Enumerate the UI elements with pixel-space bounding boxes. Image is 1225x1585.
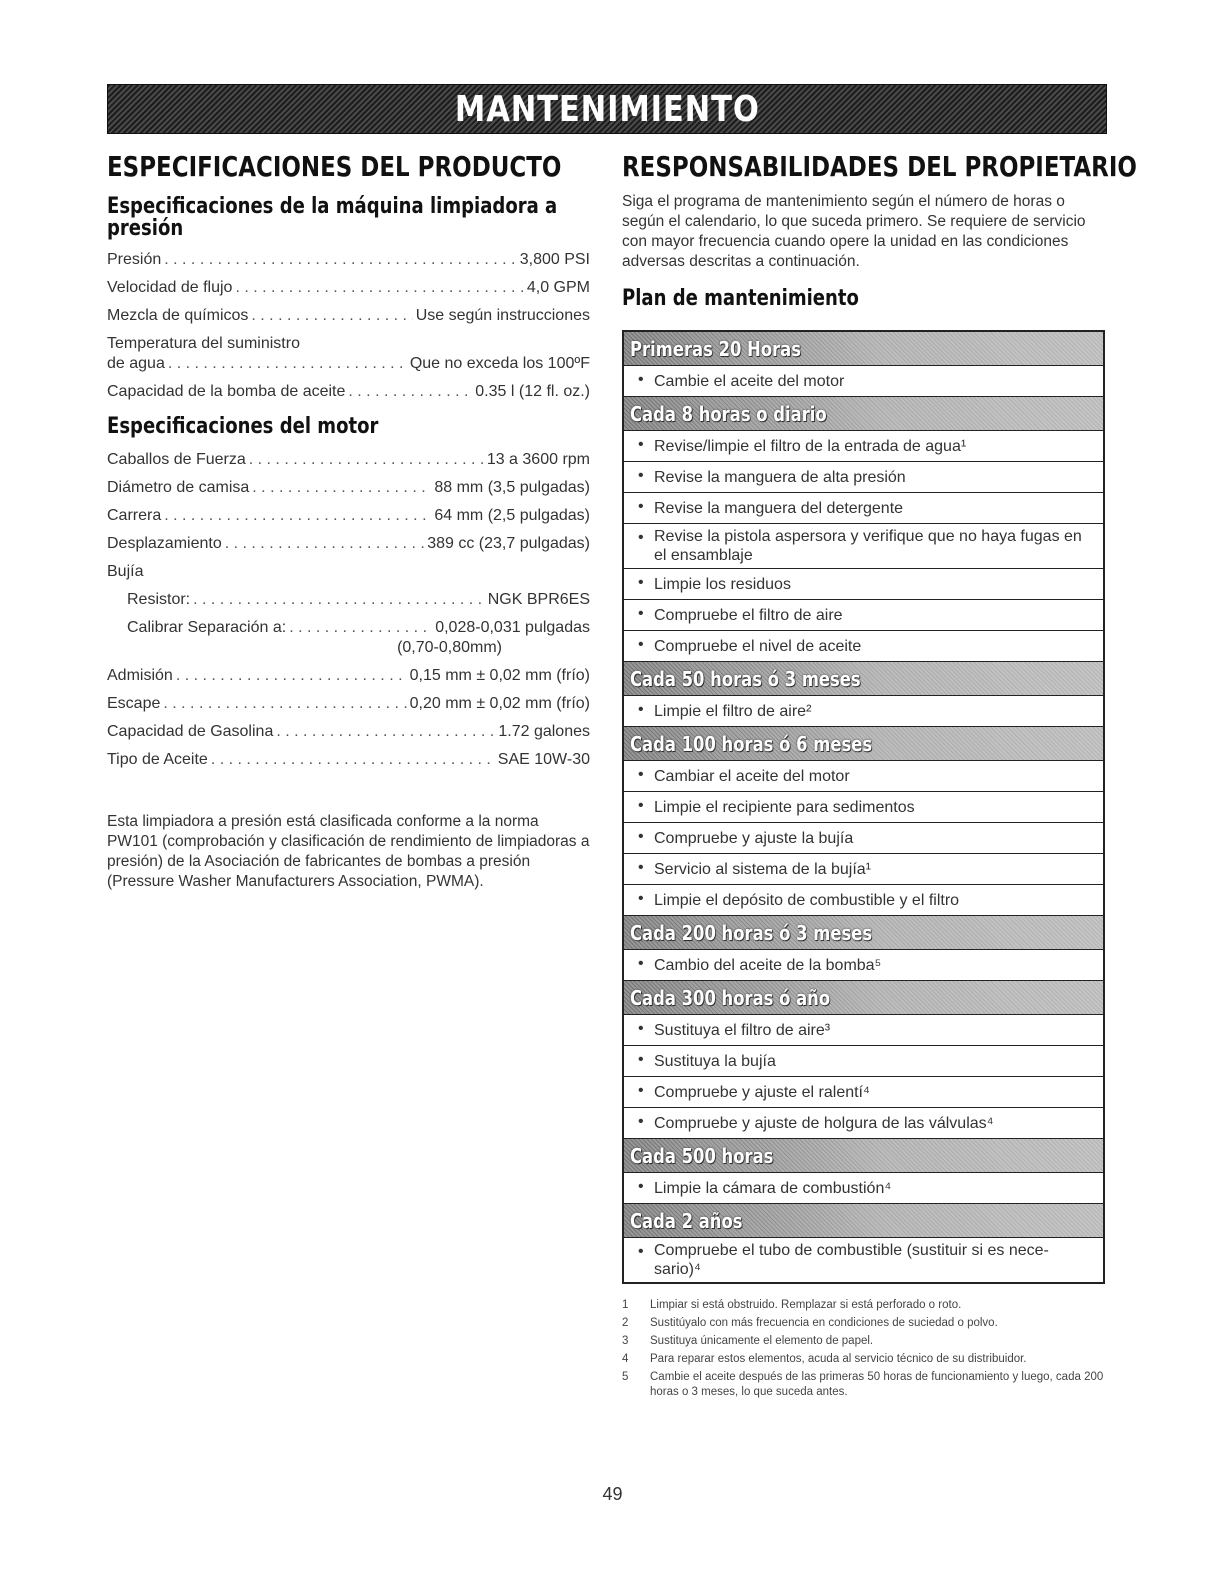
task-row bbox=[624, 431, 1103, 462]
spec-row bbox=[107, 354, 590, 374]
spec-row bbox=[107, 382, 590, 402]
spec-row bbox=[107, 750, 590, 770]
page-number: 49 bbox=[602, 1484, 623, 1504]
task-text: • Limpie los residuos bbox=[654, 575, 791, 593]
task-text: • Sustituya la bujía bbox=[654, 1052, 776, 1070]
banner-title: MANTENIMIENTO bbox=[454, 88, 760, 130]
spec-value: 88 mm (3,5 pulgadas) bbox=[434, 479, 590, 496]
task-text: • Compruebe y ajuste la bujía bbox=[654, 829, 854, 847]
task-text: • Cambie el aceite del motor bbox=[654, 372, 845, 390]
spec-label: Resistor: bbox=[127, 591, 191, 608]
spec-label: de agua bbox=[107, 355, 165, 372]
spec-row bbox=[107, 278, 590, 298]
interval-label: Primeras 20 Horas bbox=[630, 336, 802, 361]
interval-header bbox=[624, 981, 1103, 1015]
task-text: • Revise la manguera del detergente bbox=[654, 499, 904, 517]
spec-value: 4,0 GPM bbox=[526, 279, 590, 296]
spec-row bbox=[107, 666, 590, 686]
spec-value: Use según instrucciones bbox=[415, 307, 590, 324]
spec-value: 3,800 PSI bbox=[519, 251, 590, 268]
task-text: • Cambio del aceite de la bomba⁵ bbox=[654, 956, 882, 974]
leader-dots bbox=[251, 306, 412, 326]
task-text: • Compruebe y ajuste el ralentí⁴ bbox=[654, 1083, 870, 1101]
leader-dots bbox=[168, 354, 407, 374]
footnote bbox=[622, 1334, 1105, 1349]
leader-dots bbox=[225, 534, 424, 554]
maintenance-plan-heading: Plan de mantenimiento bbox=[622, 286, 859, 311]
leader-dots bbox=[193, 590, 485, 610]
spec-label: Capacidad de Gasolina bbox=[107, 723, 274, 740]
task-text: • Compruebe el nivel de aceite bbox=[654, 637, 862, 655]
footnote-text: Limpiar si está obstruido. Remplazar si está perforado o roto. bbox=[650, 1299, 962, 1311]
task-row bbox=[624, 792, 1103, 823]
spec-value: 1.72 galones bbox=[498, 723, 590, 740]
task-row bbox=[624, 854, 1103, 885]
spec-label: Calibrar Separación a: bbox=[127, 619, 287, 636]
interval-label: Cada 50 horas ó 3 meses bbox=[630, 666, 861, 691]
footnote-text: Sustituya únicamente el elemento de papel. bbox=[650, 1335, 874, 1347]
leader-dots bbox=[276, 722, 495, 742]
spark-plug-label: Bujía bbox=[107, 563, 144, 580]
spec-label: Escape bbox=[107, 695, 161, 712]
task-row bbox=[624, 1077, 1103, 1108]
task-text: • Cambiar el aceite del motor bbox=[654, 767, 850, 785]
task-row bbox=[624, 696, 1103, 727]
footnote-text: Para reparar estos elementos, acuda al servicio técnico de su distribuidor. bbox=[650, 1353, 1027, 1365]
task-row bbox=[624, 462, 1103, 493]
footnote-number: 5 bbox=[622, 1371, 629, 1383]
task-text: • Compruebe y ajuste de holgura de las válvulas⁴ bbox=[654, 1114, 994, 1132]
task-row bbox=[624, 1046, 1103, 1077]
product-specs-column bbox=[107, 150, 590, 892]
spec-value: 0,20 mm ± 0,02 mm (frío) bbox=[409, 695, 590, 712]
task-row bbox=[624, 1108, 1103, 1139]
spec-label: Diámetro de camisa bbox=[107, 479, 250, 496]
interval-header bbox=[624, 916, 1103, 950]
interval-header bbox=[624, 727, 1103, 761]
interval-header bbox=[624, 662, 1103, 696]
interval-label: Cada 500 horas bbox=[630, 1143, 774, 1168]
interval-label: Cada 200 horas ó 3 meses bbox=[630, 920, 873, 945]
task-row bbox=[624, 631, 1103, 662]
motor-specs-list-2 bbox=[107, 666, 590, 770]
task-row bbox=[624, 885, 1103, 916]
spec-value: Que no exceda los 100ºF bbox=[409, 355, 590, 372]
task-text: • Limpie el depósito de combustible y el filtro bbox=[654, 891, 960, 909]
gap-metric: (0,70-0,80mm) bbox=[397, 639, 502, 656]
spec-label: Caballos de Fuerza bbox=[107, 451, 246, 468]
temp-label: Temperatura del suministro bbox=[107, 335, 300, 352]
motor-specs-heading: Especificaciones del motor bbox=[107, 414, 379, 439]
spec-label: Velocidad de flujo bbox=[107, 279, 233, 296]
spec-label: Tipo de Aceite bbox=[107, 751, 208, 768]
footnote-number: 1 bbox=[622, 1299, 629, 1311]
task-text: • Revise/limpie el filtro de la entrada de agua¹ bbox=[654, 437, 967, 455]
spec-value: 389 cc (23,7 pulgadas) bbox=[427, 535, 590, 552]
task-row bbox=[624, 823, 1103, 854]
task-text: • Revise la pistola aspersora y verifique que no haya fugas en el ensamblaje bbox=[654, 528, 1082, 564]
section-banner bbox=[107, 84, 1107, 134]
leader-dots bbox=[164, 506, 431, 526]
spec-row bbox=[107, 722, 590, 742]
leader-dots bbox=[252, 478, 431, 498]
spec-row bbox=[107, 618, 590, 638]
interval-header bbox=[624, 1204, 1103, 1238]
leader-dots bbox=[176, 666, 407, 686]
pwma-note: Esta limpiadora a presión está clasificada conforme a la norma PW101 (comprobación y clasificación de rendimiento de limpiadoras a presión) de la Asociación de fabricantes de bombas a presión (Pressure Washer Manufacturers Association, PWMA). bbox=[107, 813, 590, 890]
spec-value: 13 a 3600 rpm bbox=[486, 451, 590, 468]
footnote bbox=[622, 1316, 1105, 1331]
spec-label: Capacidad de la bomba de aceite bbox=[107, 383, 346, 400]
spec-label: Carrera bbox=[107, 507, 162, 524]
spec-label: Mezcla de químicos bbox=[107, 307, 249, 324]
owner-responsibilities-column bbox=[622, 150, 1137, 311]
task-text: • Servicio al sistema de la bujía¹ bbox=[654, 860, 871, 878]
task-row bbox=[624, 1238, 1103, 1282]
interval-label: Cada 300 horas ó año bbox=[630, 985, 831, 1010]
footnote-text: Sustitúyalo con más frecuencia en condiciones de suciedad o polvo. bbox=[650, 1317, 998, 1329]
task-text: • Limpie el filtro de aire² bbox=[654, 702, 812, 720]
spec-row bbox=[107, 478, 590, 498]
spec-value: 64 mm (2,5 pulgadas) bbox=[434, 507, 590, 524]
footnote bbox=[622, 1298, 1105, 1313]
footnote-text: Cambie el aceite después de las primeras 50 horas de funcionamiento y luego, cada 200 horas o 3 meses, lo que suceda antes. bbox=[650, 1371, 1104, 1398]
task-row bbox=[624, 493, 1103, 524]
spec-row bbox=[107, 506, 590, 526]
leader-dots bbox=[164, 250, 516, 270]
interval-label: Cada 8 horas o diario bbox=[630, 401, 827, 426]
footnote-number: 2 bbox=[622, 1317, 629, 1329]
maintenance-schedule-table bbox=[622, 330, 1105, 1284]
task-row bbox=[624, 1173, 1103, 1204]
spec-value: 0,028-0,031 pulgadas bbox=[435, 619, 590, 636]
spec-label: Admisión bbox=[107, 667, 173, 684]
task-text: • Limpie el recipiente para sedimentos bbox=[654, 798, 915, 816]
leader-dots bbox=[348, 382, 472, 402]
interval-header bbox=[624, 1139, 1103, 1173]
spec-value: NGK BPR6ES bbox=[487, 591, 590, 608]
owner-responsibilities-title: RESPONSABILIDADES DEL PROPIETARIO bbox=[622, 150, 1137, 183]
footnote bbox=[622, 1352, 1105, 1367]
spec-value: 0,15 mm ± 0,02 mm (frío) bbox=[409, 667, 590, 684]
spec-row bbox=[107, 590, 590, 610]
task-row bbox=[624, 524, 1103, 569]
spec-value: SAE 10W-30 bbox=[497, 751, 590, 768]
spec-row bbox=[107, 306, 590, 326]
task-text: • Limpie la cámara de combustión⁴ bbox=[654, 1179, 892, 1197]
task-text: • Revise la manguera de alta presión bbox=[654, 468, 906, 486]
leader-dots bbox=[211, 750, 495, 770]
spec-row bbox=[107, 450, 590, 470]
leader-dots bbox=[235, 278, 523, 298]
interval-label: Cada 2 años bbox=[630, 1208, 743, 1233]
motor-specs-list bbox=[107, 450, 590, 554]
task-row bbox=[624, 366, 1103, 397]
leader-dots bbox=[249, 450, 484, 470]
leader-dots bbox=[289, 618, 432, 638]
task-row bbox=[624, 1015, 1103, 1046]
task-row bbox=[624, 600, 1103, 631]
task-text: • Sustituya el filtro de aire³ bbox=[654, 1021, 831, 1039]
footnote-number: 4 bbox=[622, 1353, 629, 1365]
spec-row bbox=[107, 250, 590, 270]
spec-label: Desplazamiento bbox=[107, 535, 222, 552]
intro-paragraph: Siga el programa de mantenimiento según el número de horas o según el calendario, lo que suceda primero. Se requiere de servicio con mayor frecuencia cuando opere la unidad en las condiciones adversas descritas a continuación. bbox=[622, 193, 1086, 270]
spec-label: Presión bbox=[107, 251, 162, 268]
leader-dots bbox=[163, 694, 406, 714]
task-row bbox=[624, 569, 1103, 600]
spec-value: 0.35 l (12 fl. oz.) bbox=[475, 383, 590, 400]
interval-header bbox=[624, 332, 1103, 366]
washer-specs-heading: Especificaciones de la máquina limpiadora a presión bbox=[107, 194, 558, 241]
footnote bbox=[622, 1370, 1105, 1400]
task-row bbox=[624, 761, 1103, 792]
spec-row bbox=[107, 694, 590, 714]
interval-header bbox=[624, 397, 1103, 431]
spec-row bbox=[107, 534, 590, 554]
task-row bbox=[624, 950, 1103, 981]
washer-specs-list bbox=[107, 250, 590, 326]
task-text: • Compruebe el filtro de aire bbox=[654, 606, 843, 624]
footnote-number: 3 bbox=[622, 1335, 629, 1347]
interval-label: Cada 100 horas ó 6 meses bbox=[630, 731, 873, 756]
product-specs-title: ESPECIFICACIONES DEL PRODUCTO bbox=[107, 150, 562, 183]
task-text: • Compruebe el tubo de combustible (sustituir si es nece-sario)⁴ bbox=[654, 1242, 1049, 1278]
